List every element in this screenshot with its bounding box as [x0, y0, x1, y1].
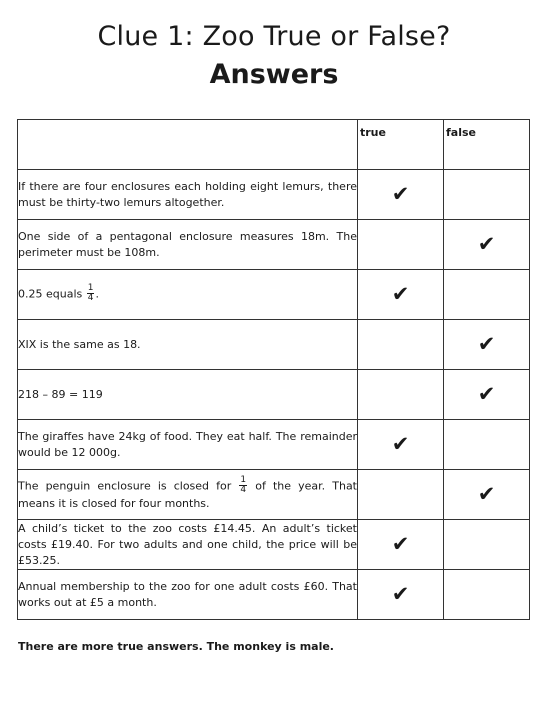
false-column-header: false: [444, 120, 530, 170]
true-cell: [358, 470, 444, 520]
page-title: Clue 1: Zoo True or False?: [97, 21, 451, 52]
table-row: [18, 420, 530, 470]
true-cell: [358, 220, 444, 270]
true-cell: [358, 270, 444, 320]
tick-icon: ✔: [391, 532, 410, 556]
statement-cell: A child’s ticket to the zoo costs £14.45. An adult’s ticket costs £19.40. For two adults and one child, the price will be £53.25.: [18, 520, 358, 570]
fraction-denominator: 4: [240, 485, 247, 495]
false-cell: [444, 470, 530, 520]
statement-cell: XIX is the same as 18.: [18, 320, 358, 370]
fraction-numerator: 1: [240, 475, 247, 485]
false-cell: [444, 520, 530, 570]
false-cell: [444, 320, 530, 370]
tick-icon: ✔: [477, 382, 496, 406]
table-row: [18, 170, 530, 220]
true-cell: [358, 370, 444, 420]
page-subtitle: Answers: [209, 59, 339, 90]
true-cell: [358, 320, 444, 370]
table-row: [18, 220, 530, 270]
true-cell: [358, 570, 444, 620]
false-cell: [444, 220, 530, 270]
fraction-numerator: 1: [87, 283, 94, 293]
fraction: [87, 284, 95, 303]
true-cell: [358, 420, 444, 470]
answer-summary: There are more true answers. The monkey is male.: [18, 640, 334, 653]
tick-icon: ✔: [477, 332, 496, 356]
false-cell: [444, 420, 530, 470]
statement-cell: [18, 470, 358, 520]
false-cell: [444, 370, 530, 420]
statement-text: 0.25 equals: [18, 287, 86, 301]
statement-cell: Annual membership to the zoo for one adult costs £60. That works out at £5 a month.: [18, 570, 358, 620]
tick-icon: ✔: [391, 582, 410, 606]
true-cell: [358, 170, 444, 220]
false-cell: [444, 170, 530, 220]
statement-text: The penguin enclosure is closed for: [18, 479, 239, 493]
tick-icon: ✔: [391, 432, 410, 456]
true-cell: [358, 520, 444, 570]
table-row: [18, 520, 530, 570]
true-column-header: true: [358, 120, 444, 170]
tick-icon: ✔: [391, 282, 410, 306]
table-row: [18, 470, 530, 520]
false-cell: [444, 570, 530, 620]
statement-text: of the year. That means it is closed for four months.: [18, 479, 357, 510]
table-row: [18, 320, 530, 370]
statement-cell: The giraffes have 24kg of food. They eat half. The remainder would be 12 000g.: [18, 420, 358, 470]
statement-cell: If there are four enclosures each holding eight lemurs, there must be thirty-two lemurs altogether.: [18, 170, 358, 220]
statement-cell: One side of a pentagonal enclosure measures 18m. The perimeter must be 108m.: [18, 220, 358, 270]
tick-icon: ✔: [477, 482, 496, 506]
fraction: [239, 476, 247, 495]
false-cell: [444, 270, 530, 320]
table-row: [18, 270, 530, 320]
statement-text: .: [95, 287, 99, 301]
statement-cell: [18, 270, 358, 320]
answers-table: [17, 119, 530, 620]
tick-icon: ✔: [391, 182, 410, 206]
table-row: [18, 370, 530, 420]
tick-icon: ✔: [477, 232, 496, 256]
table-header-row: [18, 120, 530, 170]
statement-cell: 218 – 89 = 119: [18, 370, 358, 420]
table-row: [18, 570, 530, 620]
fraction-denominator: 4: [87, 293, 94, 303]
statement-column-header: [18, 120, 358, 170]
